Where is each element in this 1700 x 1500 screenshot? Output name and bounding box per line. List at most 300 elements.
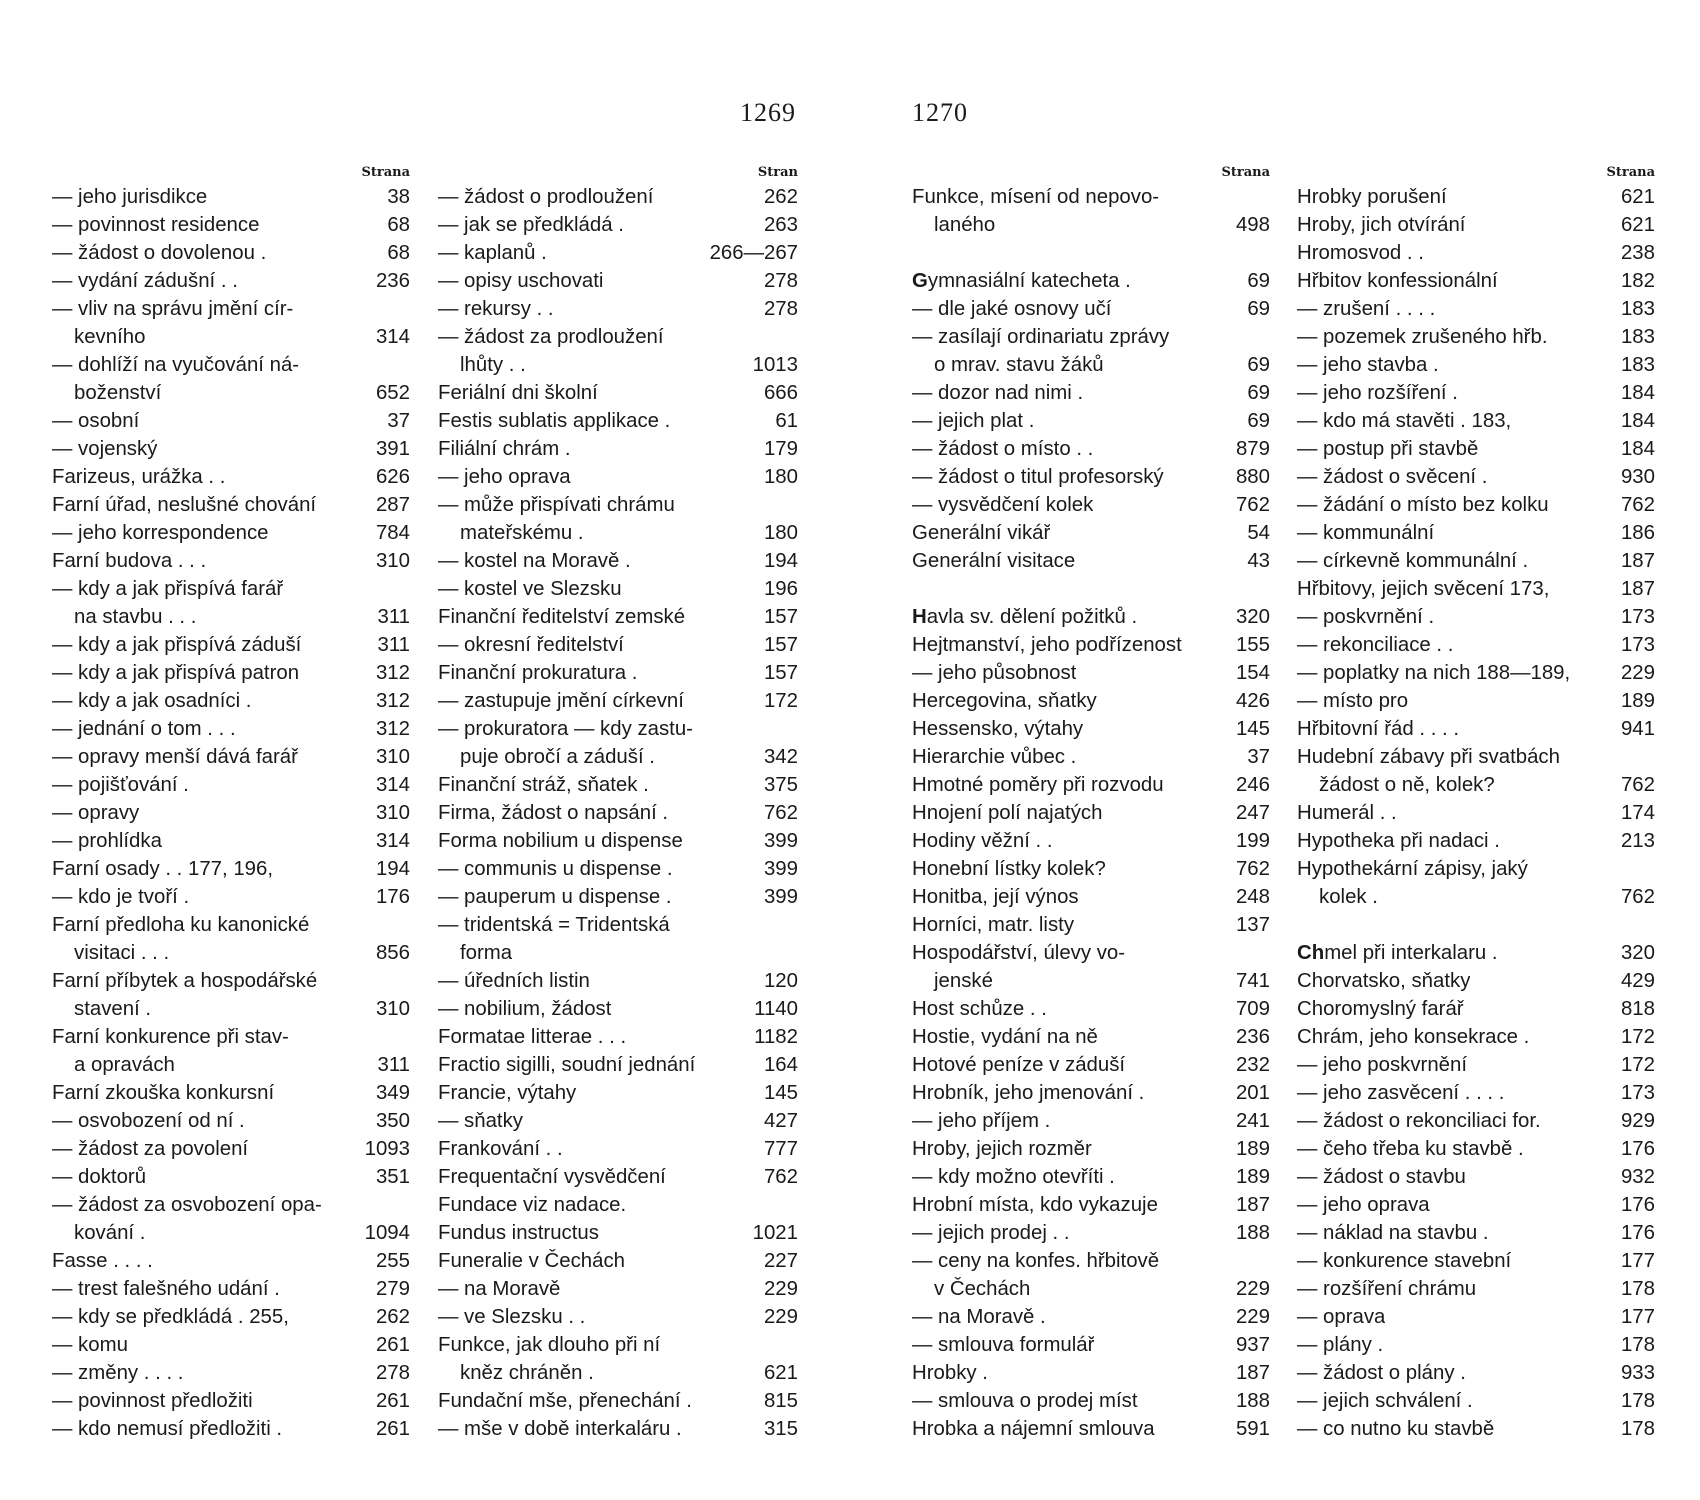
entry-text: Choromyslný farář bbox=[1297, 998, 1464, 1020]
index-entry bbox=[1297, 1079, 1655, 1107]
entry-text: kevního bbox=[74, 326, 146, 348]
entry-text: — žádání o místo bez kolku bbox=[1297, 494, 1549, 516]
entry-text: Hřbitov konfessionální bbox=[1297, 270, 1498, 292]
entry-text: — pojišťování . bbox=[52, 774, 189, 796]
entry-text: — sňatky bbox=[438, 1110, 523, 1132]
entry-text: — kdo nemusí předložiti . bbox=[52, 1418, 283, 1440]
entry-text: Hrobní místa, kdo vykazuje bbox=[912, 1194, 1158, 1216]
entry-text: Fasse . . . . bbox=[52, 1250, 153, 1272]
index-entry bbox=[438, 1247, 798, 1275]
index-column-3 bbox=[912, 163, 1270, 1443]
section-gap bbox=[912, 575, 1270, 603]
entry-page-number: 399 bbox=[763, 858, 798, 880]
entry-text: Farní předloha ku kanonické bbox=[52, 914, 310, 936]
index-entry bbox=[1297, 1107, 1655, 1135]
page-number-left: 1269 bbox=[740, 98, 796, 127]
entry-page-number: 591 bbox=[1235, 1418, 1270, 1440]
entry-text: — smlouva formulář bbox=[912, 1334, 1095, 1356]
entry-text: Finanční stráž, sňatek . bbox=[438, 774, 649, 796]
index-entry bbox=[912, 1051, 1270, 1079]
entry-page-number: 762 bbox=[1620, 774, 1655, 796]
entry-page-number: 312 bbox=[375, 718, 410, 740]
entry-page-number: 229 bbox=[763, 1278, 798, 1300]
entry-text: Francie, výtahy bbox=[438, 1082, 577, 1104]
entry-text: v Čechách bbox=[934, 1278, 1031, 1300]
index-entry bbox=[912, 183, 1270, 211]
entry-page-number: 54 bbox=[1247, 522, 1270, 544]
entry-text: — jednání o tom . . . bbox=[52, 718, 236, 740]
index-entry bbox=[52, 799, 410, 827]
entry-text: — náklad na stavbu . bbox=[1297, 1222, 1489, 1244]
entry-page-number: 933 bbox=[1620, 1362, 1655, 1384]
entry-page-number: 173 bbox=[1620, 606, 1655, 628]
column-header: Strana bbox=[1606, 165, 1655, 180]
entry-page-number: 621 bbox=[763, 1362, 798, 1384]
entry-page-number: 310 bbox=[375, 746, 410, 768]
index-entry bbox=[438, 1135, 798, 1163]
index-entry bbox=[1297, 211, 1655, 239]
entry-page-number: 621 bbox=[1620, 214, 1655, 236]
entry-text: Hostie, vydání na ně bbox=[912, 1026, 1098, 1048]
entry-text: Farní budova . . . bbox=[52, 550, 207, 572]
entry-text: Generální visitace bbox=[912, 550, 1076, 572]
index-column-2 bbox=[438, 163, 798, 1443]
entry-text: — na Moravě bbox=[438, 1278, 561, 1300]
entry-page-number: 351 bbox=[375, 1166, 410, 1188]
column-header: Stran bbox=[757, 165, 798, 180]
entry-page-number: 157 bbox=[763, 662, 798, 684]
entry-page-number: 815 bbox=[763, 1390, 798, 1412]
index-entry bbox=[912, 267, 1270, 295]
index-entry bbox=[52, 1219, 410, 1247]
index-entry bbox=[438, 211, 798, 239]
entry-page-number: 213 bbox=[1620, 830, 1655, 852]
entry-text: Gymnasiální katecheta . bbox=[912, 270, 1131, 292]
entry-text: Hrobka a nájemní smlouva bbox=[912, 1418, 1155, 1440]
entry-text: — poplatky na nich 188—189, bbox=[1297, 662, 1571, 684]
index-entry bbox=[52, 1191, 410, 1219]
entry-page-number: 164 bbox=[763, 1054, 798, 1076]
entry-page-number: 784 bbox=[375, 522, 410, 544]
entry-page-number: 287 bbox=[375, 494, 410, 516]
index-entry bbox=[52, 1387, 410, 1415]
index-entry bbox=[438, 239, 798, 267]
entry-page-number: 145 bbox=[763, 1082, 798, 1104]
entry-text: — žádost o dovolenou . bbox=[52, 242, 267, 264]
entry-text: Humerál . . bbox=[1297, 802, 1397, 824]
index-entry bbox=[1297, 855, 1655, 883]
entry-page-number: 176 bbox=[1620, 1138, 1655, 1160]
entry-text: Hypothekární zápisy, jaký bbox=[1297, 858, 1528, 880]
entry-page-number: 429 bbox=[1620, 970, 1655, 992]
index-entry bbox=[912, 1387, 1270, 1415]
index-entry bbox=[1297, 659, 1655, 687]
entry-page-number: 68 bbox=[387, 214, 410, 236]
index-entry bbox=[52, 1359, 410, 1387]
entry-text: Generální vikář bbox=[912, 522, 1051, 544]
entry-page-number: 314 bbox=[375, 830, 410, 852]
index-entry bbox=[912, 631, 1270, 659]
entry-text: — jeho oprava bbox=[1297, 1194, 1430, 1216]
index-entry bbox=[438, 491, 798, 519]
entry-text: Farizeus, urážka . . bbox=[52, 466, 226, 488]
index-entry bbox=[52, 295, 410, 323]
entry-page-number: 172 bbox=[763, 690, 798, 712]
index-entry bbox=[438, 379, 798, 407]
entry-text: laného bbox=[934, 214, 996, 236]
index-entry bbox=[1297, 1275, 1655, 1303]
entry-text: — kostel na Moravě . bbox=[438, 550, 631, 572]
entry-page-number: 189 bbox=[1620, 690, 1655, 712]
entry-text: Hotové peníze v záduší bbox=[912, 1054, 1126, 1076]
entry-text: Honební lístky kolek? bbox=[912, 858, 1106, 880]
entry-page-number: 182 bbox=[1620, 270, 1655, 292]
entry-text: Chrám, jeho konsekrace . bbox=[1297, 1026, 1530, 1048]
entry-text: — trest falešného udání . bbox=[52, 1278, 280, 1300]
entry-page-number: 37 bbox=[387, 410, 410, 432]
entry-text: Funeralie v Čechách bbox=[438, 1250, 626, 1272]
entry-text: Honitba, její výnos bbox=[912, 886, 1079, 908]
entry-page-number: 666 bbox=[763, 382, 798, 404]
entry-page-number: 178 bbox=[1620, 1278, 1655, 1300]
index-entry bbox=[438, 1387, 798, 1415]
entry-page-number: 187 bbox=[1620, 550, 1655, 572]
entry-page-number: 178 bbox=[1620, 1418, 1655, 1440]
entry-text: — opravy menší dává farář bbox=[52, 746, 298, 768]
entry-text: — nobilium, žádost bbox=[438, 998, 612, 1020]
index-entry bbox=[438, 183, 798, 211]
entry-page-number: 184 bbox=[1620, 438, 1655, 460]
entry-text: — vliv na správu jmění cír- bbox=[52, 298, 294, 320]
index-entry bbox=[438, 771, 798, 799]
entry-text: na stavbu . . . bbox=[74, 606, 197, 628]
index-entry bbox=[1297, 463, 1655, 491]
index-entry bbox=[52, 1303, 410, 1331]
index-entry bbox=[438, 1191, 798, 1219]
entry-page-number: 246 bbox=[1235, 774, 1270, 796]
entry-text: — vydání zádušní . . bbox=[52, 270, 238, 292]
index-entry bbox=[912, 1219, 1270, 1247]
entry-page-number: 311 bbox=[377, 1054, 410, 1076]
index-entry bbox=[1297, 1135, 1655, 1163]
entry-page-number: 310 bbox=[375, 998, 410, 1020]
entry-text: — úředních listin bbox=[438, 970, 590, 992]
index-entry bbox=[438, 743, 798, 771]
entry-page-number: 856 bbox=[375, 942, 410, 964]
entry-text: — kdy a jak osadníci . bbox=[52, 690, 252, 712]
entry-text: — pozemek zrušeného hřb. bbox=[1297, 326, 1548, 348]
entry-page-number: 278 bbox=[763, 298, 798, 320]
index-entry bbox=[912, 603, 1270, 631]
entry-text: — jejich plat . bbox=[912, 410, 1035, 432]
entry-page-number: 266—267 bbox=[709, 242, 798, 264]
index-entry bbox=[52, 883, 410, 911]
index-entry bbox=[912, 1303, 1270, 1331]
index-column-4 bbox=[1297, 163, 1655, 1443]
entry-text: — změny . . . . bbox=[52, 1362, 184, 1384]
index-entry bbox=[438, 687, 798, 715]
entry-text: a opravách bbox=[74, 1054, 175, 1076]
index-entry bbox=[1297, 967, 1655, 995]
index-entry bbox=[1297, 575, 1655, 603]
index-entry bbox=[912, 295, 1270, 323]
entry-text: Hřbitovy, jejich svěcení 173, bbox=[1297, 578, 1550, 600]
index-entry bbox=[912, 1359, 1270, 1387]
entry-text: — rekursy . . bbox=[438, 298, 554, 320]
index-entry bbox=[1297, 687, 1655, 715]
column-header: Strana bbox=[361, 165, 410, 180]
entry-page-number: 762 bbox=[1620, 886, 1655, 908]
entry-text: — kdy a jak přispívá farář bbox=[52, 578, 284, 600]
entry-text: — kaplanů . bbox=[438, 242, 547, 264]
entry-text: — žádost o prodloužení bbox=[438, 186, 654, 208]
index-entry bbox=[912, 715, 1270, 743]
entry-page-number: 38 bbox=[387, 186, 410, 208]
entry-text: — komu bbox=[52, 1334, 128, 1356]
entry-page-number: 762 bbox=[763, 802, 798, 824]
entry-text: — poskvrnění . bbox=[1297, 606, 1435, 628]
entry-page-number: 262 bbox=[375, 1306, 410, 1328]
index-entry bbox=[912, 1191, 1270, 1219]
entry-page-number: 232 bbox=[1235, 1054, 1270, 1076]
index-entry bbox=[52, 715, 410, 743]
entry-text: — jeho rozšíření . bbox=[1297, 382, 1458, 404]
entry-page-number: 314 bbox=[375, 774, 410, 796]
entry-text: — jeho oprava bbox=[438, 466, 571, 488]
entry-page-number: 157 bbox=[763, 606, 798, 628]
entry-page-number: 762 bbox=[1620, 494, 1655, 516]
entry-page-number: 626 bbox=[375, 466, 410, 488]
entry-text: Hodiny věžní . . bbox=[912, 830, 1053, 852]
entry-text: — pauperum u dispense . bbox=[438, 886, 672, 908]
index-entry bbox=[912, 687, 1270, 715]
entry-text: Host schůze . . bbox=[912, 998, 1047, 1020]
entry-text: — osvobození od ní . bbox=[52, 1110, 245, 1132]
index-entry bbox=[1297, 379, 1655, 407]
entry-page-number: 621 bbox=[1620, 186, 1655, 208]
index-entry bbox=[438, 547, 798, 575]
index-entry bbox=[1297, 547, 1655, 575]
entry-page-number: 187 bbox=[1235, 1194, 1270, 1216]
entry-text: — povinnost předložiti bbox=[52, 1390, 253, 1412]
entry-text: — vysvědčení kolek bbox=[912, 494, 1094, 516]
entry-text: puje obročí a záduší . bbox=[460, 746, 655, 768]
entry-text: Farní úřad, neslušné chování bbox=[52, 494, 317, 516]
index-entry bbox=[438, 995, 798, 1023]
entry-text: — smlouva o prodej míst bbox=[912, 1390, 1138, 1412]
index-entry bbox=[912, 211, 1270, 239]
entry-text: — jeho příjem . bbox=[912, 1110, 1051, 1132]
index-entry bbox=[52, 995, 410, 1023]
entry-text: Horníci, matr. listy bbox=[912, 914, 1075, 936]
entry-text: — žádost o rekonciliaci for. bbox=[1297, 1110, 1541, 1132]
entry-text: Festis sublatis applikace . bbox=[438, 410, 671, 432]
entry-page-number: 818 bbox=[1620, 998, 1655, 1020]
entry-text: Funkce, mísení od nepovo- bbox=[912, 186, 1160, 208]
index-entry bbox=[438, 659, 798, 687]
entry-text: Hrobník, jeho jmenování . bbox=[912, 1082, 1145, 1104]
entry-text: — mše v době interkaláru . bbox=[438, 1418, 682, 1440]
entry-text: — žádost za prodloužení bbox=[438, 326, 664, 348]
entry-page-number: 199 bbox=[1235, 830, 1270, 852]
index-entry bbox=[1297, 995, 1655, 1023]
entry-text: — jeho působnost bbox=[912, 662, 1077, 684]
entry-text: žádost o ně, kolek? bbox=[1319, 774, 1495, 796]
index-entry bbox=[438, 1163, 798, 1191]
entry-page-number: 932 bbox=[1620, 1166, 1655, 1188]
entry-text: — ve Slezsku . . bbox=[438, 1306, 586, 1328]
entry-text: Formatae litterae . . . bbox=[438, 1026, 627, 1048]
entry-text: boženství bbox=[74, 382, 162, 404]
entry-page-number: 278 bbox=[763, 270, 798, 292]
index-entry bbox=[438, 1079, 798, 1107]
index-entry bbox=[912, 743, 1270, 771]
index-entry bbox=[1297, 827, 1655, 855]
index-entry bbox=[912, 939, 1270, 967]
entry-page-number: 194 bbox=[375, 858, 410, 880]
index-entry bbox=[52, 463, 410, 491]
index-entry bbox=[438, 967, 798, 995]
entry-text: — jeho poskvrnění bbox=[1297, 1054, 1468, 1076]
section-gap bbox=[912, 239, 1270, 267]
entry-page-number: 709 bbox=[1235, 998, 1270, 1020]
entry-text: forma bbox=[460, 942, 513, 964]
index-entry bbox=[52, 1051, 410, 1079]
entry-page-number: 145 bbox=[1235, 718, 1270, 740]
index-entry bbox=[438, 1023, 798, 1051]
index-entry bbox=[912, 799, 1270, 827]
entry-page-number: 155 bbox=[1235, 634, 1270, 656]
index-entry bbox=[52, 435, 410, 463]
entry-text: Farní příbytek a hospodářské bbox=[52, 970, 318, 992]
entry-page-number: 176 bbox=[375, 886, 410, 908]
entry-text: — místo pro bbox=[1297, 690, 1409, 712]
entry-text: Hromosvod . . bbox=[1297, 242, 1424, 264]
entry-page-number: 1021 bbox=[752, 1222, 798, 1244]
entry-page-number: 227 bbox=[763, 1250, 798, 1272]
entry-page-number: 261 bbox=[375, 1418, 410, 1440]
entry-page-number: 261 bbox=[375, 1334, 410, 1356]
entry-page-number: 229 bbox=[1235, 1306, 1270, 1328]
index-entry bbox=[912, 771, 1270, 799]
index-entry bbox=[1297, 1415, 1655, 1443]
index-entry bbox=[52, 939, 410, 967]
index-entry bbox=[912, 967, 1270, 995]
entry-page-number: 310 bbox=[375, 550, 410, 572]
index-entry bbox=[1297, 351, 1655, 379]
entry-page-number: 1094 bbox=[364, 1222, 410, 1244]
entry-text: — dohlíží na vyučování ná- bbox=[52, 354, 300, 376]
index-entry bbox=[438, 631, 798, 659]
index-entry bbox=[438, 1331, 798, 1359]
entry-text: — na Moravě . bbox=[912, 1306, 1046, 1328]
index-entry bbox=[912, 351, 1270, 379]
entry-page-number: 236 bbox=[375, 270, 410, 292]
index-entry bbox=[52, 379, 410, 407]
index-entry bbox=[52, 687, 410, 715]
index-entry bbox=[912, 659, 1270, 687]
index-entry bbox=[912, 1107, 1270, 1135]
index-entry bbox=[52, 239, 410, 267]
entry-page-number: 311 bbox=[377, 606, 410, 628]
entry-text: — zasílají ordinariatu zprávy bbox=[912, 326, 1170, 348]
entry-page-number: 1093 bbox=[364, 1138, 410, 1160]
entry-text: — kostel ve Slezsku bbox=[438, 578, 622, 600]
entry-page-number: 174 bbox=[1620, 802, 1655, 824]
entry-page-number: 43 bbox=[1247, 550, 1270, 572]
index-entry bbox=[438, 435, 798, 463]
entry-text: — žádost za povolení bbox=[52, 1138, 249, 1160]
entry-page-number: 194 bbox=[763, 550, 798, 572]
index-entry bbox=[912, 379, 1270, 407]
index-entry bbox=[438, 267, 798, 295]
entry-text: — zrušení . . . . bbox=[1297, 298, 1436, 320]
entry-page-number: 238 bbox=[1620, 242, 1655, 264]
entry-text: — kdy se předkládá . 255, bbox=[52, 1306, 289, 1328]
index-entry bbox=[1297, 603, 1655, 631]
entry-text: visitaci . . . bbox=[74, 942, 170, 964]
index-entry bbox=[438, 407, 798, 435]
entry-page-number: 173 bbox=[1620, 634, 1655, 656]
entry-text: — jeho jurisdikce bbox=[52, 186, 208, 208]
index-entry bbox=[1297, 1191, 1655, 1219]
index-entry bbox=[912, 995, 1270, 1023]
entry-page-number: 187 bbox=[1235, 1362, 1270, 1384]
entry-text: — žádost o místo . . bbox=[912, 438, 1094, 460]
index-entry bbox=[912, 547, 1270, 575]
index-entry bbox=[912, 491, 1270, 519]
entry-page-number: 320 bbox=[1235, 606, 1270, 628]
entry-text: — vojenský bbox=[52, 438, 158, 460]
entry-page-number: 186 bbox=[1620, 522, 1655, 544]
entry-text: Fundace viz nadace. bbox=[438, 1194, 627, 1216]
entry-text: — žádost za osvobození opa- bbox=[52, 1194, 322, 1216]
entry-text: — opisy uschovati bbox=[438, 270, 604, 292]
entry-text: — postup při stavbě bbox=[1297, 438, 1479, 460]
entry-text: — čeho třeba ku stavbě . bbox=[1297, 1138, 1524, 1160]
entry-page-number: 261 bbox=[375, 1390, 410, 1412]
index-entry bbox=[912, 1135, 1270, 1163]
entry-text: Hroby, jejich rozměr bbox=[912, 1138, 1092, 1160]
entry-text: — osobní bbox=[52, 410, 140, 432]
index-entry bbox=[1297, 1219, 1655, 1247]
entry-text: Forma nobilium u dispense bbox=[438, 830, 683, 852]
index-entry bbox=[438, 1359, 798, 1387]
index-entry bbox=[52, 547, 410, 575]
entry-page-number: 183 bbox=[1620, 326, 1655, 348]
index-entry bbox=[912, 911, 1270, 939]
entry-text: — dle jaké osnovy učí bbox=[912, 298, 1112, 320]
entry-text: Chorvatsko, sňatky bbox=[1297, 970, 1471, 992]
entry-text: — kdy a jak přispívá patron bbox=[52, 662, 300, 684]
index-entry bbox=[52, 1135, 410, 1163]
index-entry bbox=[912, 463, 1270, 491]
entry-text: — kdy možno otevříti . bbox=[912, 1166, 1115, 1188]
entry-page-number: 176 bbox=[1620, 1194, 1655, 1216]
index-entry bbox=[52, 603, 410, 631]
entry-text: Hypotheka při nadaci . bbox=[1297, 830, 1500, 852]
entry-text: — jejich prodej . . bbox=[912, 1222, 1070, 1244]
entry-text: Havla sv. dělení požitků . bbox=[912, 606, 1138, 628]
index-entry bbox=[438, 1303, 798, 1331]
index-entry bbox=[1297, 239, 1655, 267]
entry-page-number: 762 bbox=[763, 1166, 798, 1188]
index-column-1 bbox=[52, 163, 410, 1443]
entry-page-number: 741 bbox=[1235, 970, 1270, 992]
entry-text: — zastupuje jmění církevní bbox=[438, 690, 684, 712]
entry-page-number: 1013 bbox=[752, 354, 798, 376]
index-entry bbox=[912, 1415, 1270, 1443]
